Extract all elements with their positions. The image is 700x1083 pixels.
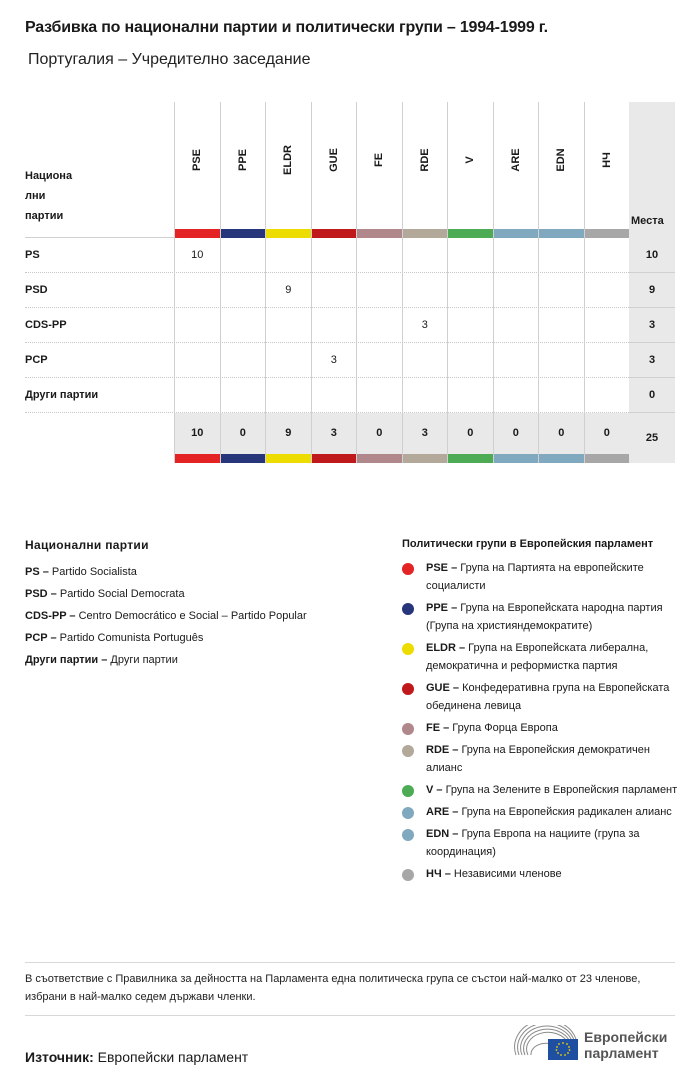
group-full-name: Група на Европейската народна партия (Група на християндемократите) xyxy=(426,602,663,632)
seat-cell xyxy=(356,308,402,343)
seat-cell xyxy=(356,378,402,413)
group-color-dot-icon xyxy=(402,683,414,695)
group-color-dot-icon xyxy=(402,643,414,655)
divider xyxy=(25,962,675,963)
source-line xyxy=(25,1049,248,1065)
group-total-value: 9 xyxy=(285,427,292,439)
group-color-bar xyxy=(175,229,220,238)
parliament-hemicycle-icon xyxy=(514,1025,580,1061)
group-total-value: 0 xyxy=(603,427,610,439)
table-header xyxy=(25,102,675,238)
group-code-label: V xyxy=(464,156,477,164)
group-color-bar xyxy=(312,229,357,238)
party-name: PCP xyxy=(25,354,48,366)
row-header-line: партии xyxy=(25,210,64,222)
party-code: PS – xyxy=(25,566,49,578)
group-code: PSE – xyxy=(426,562,458,574)
group-column-header xyxy=(311,102,357,238)
group-full-name: Група на Европейската либерална, демократична и реформистка партия xyxy=(426,642,649,672)
group-column-header xyxy=(538,102,584,238)
party-code: CDS-PP – xyxy=(25,610,76,622)
seat-cell xyxy=(356,273,402,308)
national-party-item xyxy=(25,561,385,583)
seat-cell xyxy=(584,343,630,378)
seat-cell xyxy=(447,308,493,343)
row-seats-total: 3 xyxy=(629,308,675,343)
page-title: Разбивка по национални партии и политически групи – 1994-1999 г. xyxy=(25,19,548,36)
group-color-bar xyxy=(494,229,539,238)
table-row xyxy=(25,343,675,378)
group-code: EDN – xyxy=(426,828,459,840)
seat-cell: 9 xyxy=(265,273,311,308)
divider xyxy=(25,1015,675,1016)
group-full-name: Група Форца Европа xyxy=(449,722,558,734)
group-full-name: Група на Европейския радикален алианс xyxy=(458,806,672,818)
seat-cell xyxy=(220,378,266,413)
party-name: CDS-PP xyxy=(25,319,67,331)
seat-cell xyxy=(447,238,493,273)
national-parties-heading: Национални партии xyxy=(25,538,149,552)
group-color-bar xyxy=(403,454,448,463)
group-color-dot-icon xyxy=(402,785,414,797)
group-color-bar xyxy=(448,454,493,463)
seats-header-label: Места xyxy=(631,215,664,227)
seat-cell xyxy=(356,238,402,273)
group-code-label: ELDR xyxy=(282,145,295,175)
group-color-bar xyxy=(221,229,266,238)
party-full-name: Partido Comunista Português xyxy=(56,632,204,644)
group-full-name: Група на Зелените в Европейския парламент xyxy=(442,784,678,796)
table-row xyxy=(25,238,675,273)
group-color-bar xyxy=(357,229,402,238)
group-total-value: 0 xyxy=(239,427,246,439)
group-full-name: Група на Партията на европейските социалисти xyxy=(426,562,644,592)
seat-cell xyxy=(220,273,266,308)
seat-cell xyxy=(447,343,493,378)
seat-cell xyxy=(538,308,584,343)
group-code-label: PSE xyxy=(191,148,204,172)
seat-cell xyxy=(538,343,584,378)
seat-cell xyxy=(265,238,311,273)
table-row xyxy=(25,273,675,308)
group-total-cell xyxy=(311,413,357,463)
seat-cell xyxy=(402,273,448,308)
party-full-name: Други партии xyxy=(107,654,178,666)
group-color-bar xyxy=(403,229,448,238)
seat-cell xyxy=(447,378,493,413)
seat-cell xyxy=(311,238,357,273)
national-party-item xyxy=(25,605,385,627)
group-color-dot-icon xyxy=(402,603,414,615)
group-code-label: PPE xyxy=(236,148,249,172)
page-subtitle: Португалия – Учредително заседание xyxy=(28,51,311,68)
group-code: ELDR – xyxy=(426,642,466,654)
table-row xyxy=(25,378,675,413)
group-color-bar xyxy=(221,454,266,463)
total-seats: 25 xyxy=(629,413,675,463)
political-group-item xyxy=(402,803,682,821)
seats-column-header xyxy=(629,102,675,238)
party-name: PSD xyxy=(25,284,48,296)
party-code: PSD – xyxy=(25,588,57,600)
group-total-cell xyxy=(584,413,630,463)
group-color-dot-icon xyxy=(402,869,414,881)
group-color-bar xyxy=(175,454,220,463)
party-code: Други партии – xyxy=(25,654,108,666)
group-total-cell xyxy=(402,413,448,463)
seat-cell xyxy=(265,378,311,413)
group-code-label: ARE xyxy=(509,148,522,172)
seat-cell xyxy=(265,343,311,378)
group-color-bar xyxy=(266,229,311,238)
row-header-line: Национа xyxy=(25,170,73,182)
party-full-name: Centro Democrático e Social – Partido Popular xyxy=(75,610,307,622)
seat-cell xyxy=(584,238,630,273)
national-party-item xyxy=(25,649,385,671)
row-seats-total: 10 xyxy=(629,238,675,273)
logo-text-line: Европейски xyxy=(584,1029,668,1045)
seat-cell xyxy=(402,238,448,273)
group-full-name: Група на Европейския демократичен алианс xyxy=(426,744,650,774)
political-group-item xyxy=(402,559,682,595)
political-group-item xyxy=(402,825,682,861)
group-total-cell xyxy=(447,413,493,463)
seat-cell xyxy=(538,273,584,308)
political-group-item xyxy=(402,865,682,883)
seats-table xyxy=(25,102,675,463)
seat-cell xyxy=(493,378,539,413)
party-full-name: Partido Social Democrata xyxy=(56,588,185,600)
political-groups-legend xyxy=(402,538,682,887)
seat-cell xyxy=(356,343,402,378)
political-group-item xyxy=(402,741,682,777)
group-color-dot-icon xyxy=(402,563,414,575)
seat-cell xyxy=(220,343,266,378)
political-group-item xyxy=(402,639,682,675)
group-color-bar xyxy=(312,454,357,463)
row-header-label xyxy=(25,166,85,226)
seat-cell xyxy=(402,343,448,378)
seat-cell xyxy=(174,273,220,308)
group-total-cell xyxy=(174,413,220,463)
seat-cell xyxy=(584,308,630,343)
seat-cell xyxy=(447,273,493,308)
group-code-label: RDE xyxy=(418,148,431,172)
group-total-cell xyxy=(538,413,584,463)
table-body xyxy=(25,238,675,413)
seat-cell xyxy=(402,378,448,413)
seat-cell xyxy=(311,308,357,343)
seat-cell xyxy=(220,238,266,273)
group-total-cell xyxy=(493,413,539,463)
group-column-header xyxy=(447,102,493,238)
party-full-name: Partido Socialista xyxy=(48,566,137,578)
group-color-bar xyxy=(494,454,539,463)
source-value: Европейски парламент xyxy=(93,1049,249,1065)
group-color-bar xyxy=(585,454,630,463)
row-header-line: лни xyxy=(25,190,46,202)
group-total-value: 0 xyxy=(467,427,474,439)
group-code: FE – xyxy=(426,722,450,734)
group-full-name: Група Европа на нациите (група за координация) xyxy=(426,828,640,858)
party-name: PS xyxy=(25,249,40,261)
seat-cell xyxy=(538,378,584,413)
seat-cell xyxy=(584,378,630,413)
group-color-bar xyxy=(266,454,311,463)
group-code: RDE – xyxy=(426,744,459,756)
rules-note: В съответствие с Правилника за дейността на Парламента една политическа група се състои най-малко от 23 членове, избрани в най-малко седем държави членки. xyxy=(25,973,641,1003)
seat-cell xyxy=(493,308,539,343)
group-code-label: GUE xyxy=(327,148,340,172)
group-color-dot-icon xyxy=(402,829,414,841)
group-color-bar xyxy=(585,229,630,238)
group-total-value: 0 xyxy=(376,427,383,439)
seat-cell xyxy=(311,273,357,308)
logo-text xyxy=(584,1029,667,1061)
political-group-item xyxy=(402,599,682,635)
group-color-bar xyxy=(448,229,493,238)
political-group-item xyxy=(402,679,682,715)
group-code: ARE – xyxy=(426,806,459,818)
group-column-header xyxy=(174,102,220,238)
seat-cell xyxy=(493,343,539,378)
seat-cell xyxy=(493,273,539,308)
seat-cell xyxy=(265,308,311,343)
group-full-name: Независими членове xyxy=(450,868,562,880)
group-code-label: НЧ xyxy=(600,152,613,168)
national-party-item xyxy=(25,627,385,649)
seat-cell xyxy=(174,378,220,413)
group-column-header xyxy=(584,102,630,238)
group-color-dot-icon xyxy=(402,723,414,735)
group-full-name: Конфедеративна група на Европейската обединена левица xyxy=(426,682,670,712)
group-color-bar xyxy=(357,454,402,463)
group-code-label: EDN xyxy=(555,148,568,172)
seat-cell: 3 xyxy=(311,343,357,378)
european-parliament-logo[interactable] xyxy=(514,1025,684,1065)
group-color-dot-icon xyxy=(402,807,414,819)
table-row xyxy=(25,308,675,343)
logo-text-line: парламент xyxy=(584,1045,659,1061)
group-color-bar xyxy=(539,454,584,463)
party-code: PCP – xyxy=(25,632,57,644)
national-party-item xyxy=(25,583,385,605)
political-group-item xyxy=(402,781,682,799)
group-code: НЧ – xyxy=(426,868,451,880)
seat-cell: 10 xyxy=(174,238,220,273)
group-code: PPE – xyxy=(426,602,458,614)
group-code: GUE – xyxy=(426,682,460,694)
seat-cell xyxy=(493,238,539,273)
row-seats-total: 0 xyxy=(629,378,675,413)
totals-row xyxy=(25,413,675,463)
group-total-cell xyxy=(265,413,311,463)
group-column-header xyxy=(493,102,539,238)
seat-cell xyxy=(220,308,266,343)
seat-cell: 3 xyxy=(402,308,448,343)
seat-cell xyxy=(584,273,630,308)
group-color-dot-icon xyxy=(402,745,414,757)
political-groups-heading: Политически групи в Европейския парламент xyxy=(402,538,654,550)
group-column-header xyxy=(402,102,448,238)
group-column-header xyxy=(265,102,311,238)
group-total-cell xyxy=(220,413,266,463)
seat-cell xyxy=(174,343,220,378)
source-label: Източник: xyxy=(25,1049,94,1065)
group-total-value: 0 xyxy=(512,427,519,439)
group-total-value: 3 xyxy=(421,427,428,439)
group-total-value: 10 xyxy=(191,427,204,439)
seat-cell xyxy=(311,378,357,413)
row-seats-total: 3 xyxy=(629,343,675,378)
group-total-value: 0 xyxy=(558,427,565,439)
row-seats-total: 9 xyxy=(629,273,675,308)
national-parties-legend xyxy=(25,538,385,671)
group-total-value: 3 xyxy=(330,427,337,439)
seat-cell xyxy=(174,308,220,343)
group-total-cell xyxy=(356,413,402,463)
group-color-bar xyxy=(539,229,584,238)
seat-cell xyxy=(538,238,584,273)
group-column-header xyxy=(220,102,266,238)
political-group-item xyxy=(402,719,682,737)
group-code: V – xyxy=(426,784,443,796)
party-name: Други партии xyxy=(25,389,99,401)
group-code-label: FE xyxy=(373,152,386,168)
group-column-header xyxy=(356,102,402,238)
